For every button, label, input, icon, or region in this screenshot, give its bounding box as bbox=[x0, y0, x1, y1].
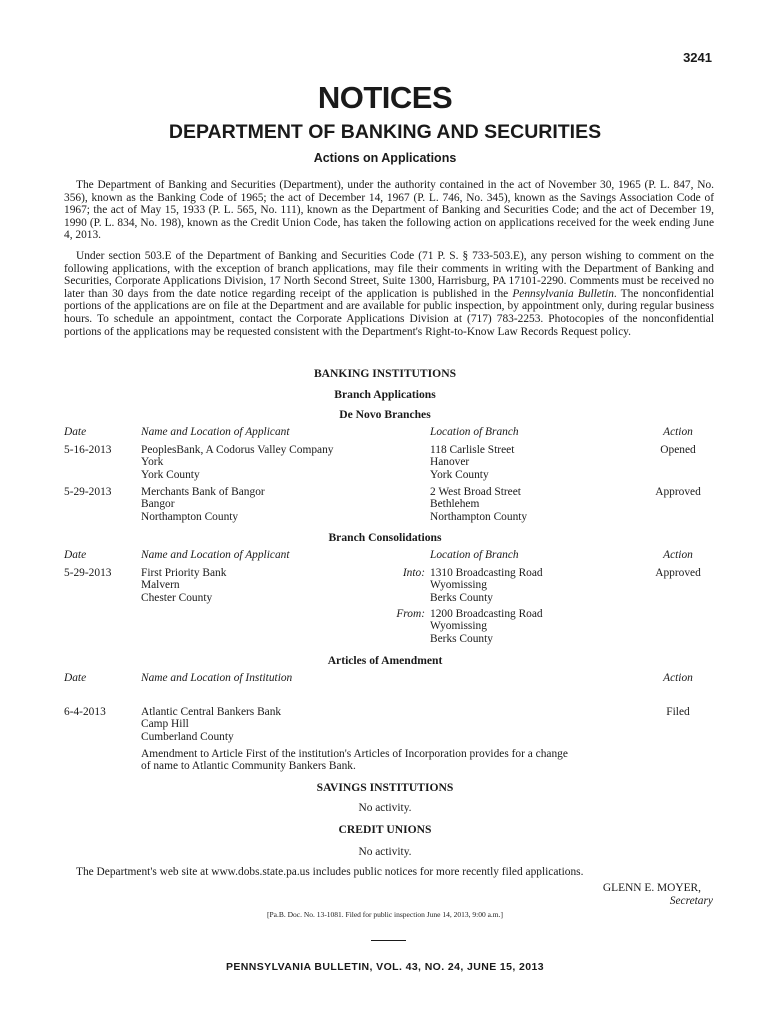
table-row-action: Filed bbox=[666, 706, 690, 718]
col-header-branch: Location of Branch bbox=[430, 549, 519, 561]
table-row-branch: 2 West Broad Street Bethlehem Northampton County bbox=[430, 486, 528, 523]
credit-unions-heading: CREDIT UNIONS bbox=[338, 823, 432, 836]
col-header-branch: Location of Branch bbox=[430, 426, 519, 438]
col-header-date: Date bbox=[64, 549, 87, 561]
col-header-name: Name and Location of Institution bbox=[141, 672, 293, 684]
document-reference: [Pa.B. Doc. No. 13-1081. Filed for public inspection June 14, 2013, 9:00 a.m.] bbox=[266, 910, 503, 919]
col-header-date: Date bbox=[64, 426, 87, 438]
table-row-branch: 118 Carlisle Street Hanover York County bbox=[430, 444, 515, 481]
col-header-action: Action bbox=[663, 672, 693, 684]
branch-consolidations-heading: Branch Consolidations bbox=[328, 531, 442, 544]
branch-applications-heading: Branch Applications bbox=[334, 388, 436, 401]
table-row-name: Merchants Bank of Bangor Bangor Northampton County bbox=[141, 486, 265, 523]
de-novo-heading: De Novo Branches bbox=[339, 408, 431, 421]
divider bbox=[371, 940, 406, 941]
from-branch: 1200 Broadcasting Road Wyomissing Berks County bbox=[430, 608, 543, 645]
signature-name: GLENN E. MOYER, bbox=[602, 882, 701, 894]
into-label: Into: bbox=[402, 567, 425, 579]
col-header-name: Name and Location of Applicant bbox=[141, 426, 290, 438]
website-note: The Department's web site at www.dobs.state.pa.us includes public notices for more recently filed applications. bbox=[76, 866, 584, 878]
table-row-action: Opened bbox=[660, 444, 696, 456]
col-header-action: Action bbox=[663, 426, 693, 438]
col-header-date: Date bbox=[64, 672, 87, 684]
signature-title: Secretary bbox=[669, 895, 713, 907]
table-row-date: 5-29-2013 bbox=[64, 567, 112, 579]
articles-of-amendment-heading: Articles of Amendment bbox=[327, 654, 443, 667]
table-row-name: PeoplesBank, A Codorus Valley Company York York County bbox=[141, 444, 334, 481]
col-header-action: Action bbox=[663, 549, 693, 561]
page-number: 3241 bbox=[683, 50, 712, 65]
page-title: NOTICES bbox=[317, 80, 453, 115]
table-row-date: 6-4-2013 bbox=[64, 706, 106, 718]
table-row-name: First Priority Bank Malvern Chester County bbox=[141, 567, 227, 604]
amendment-description: Amendment to Article First of the institution's Articles of Incorporation provides for a change of name to Atlantic Community Bankers Bank. bbox=[141, 748, 568, 773]
table-row-action: Approved bbox=[655, 486, 701, 498]
table-row-date: 5-16-2013 bbox=[64, 444, 112, 456]
savings-activity: No activity. bbox=[358, 802, 412, 814]
page-footer: PENNSYLVANIA BULLETIN, VOL. 43, NO. 24, JUNE 15, 2013 bbox=[225, 961, 544, 973]
from-label: From: bbox=[396, 608, 425, 620]
department-heading: DEPARTMENT OF BANKING AND SECURITIES bbox=[168, 121, 602, 143]
col-header-name: Name and Location of Applicant bbox=[141, 549, 290, 561]
banking-institutions-heading: BANKING INSTITUTIONS bbox=[313, 367, 457, 380]
section-subtitle: Actions on Applications bbox=[313, 151, 457, 165]
comment-paragraph: Under section 503.E of the Department of Banking and Securities Code (71 P. S. § 733-503.E), any person wishing to comment on the following applications, with the exception of branch applications, may file their comments in writing with the Department of Banking and Securities, Corporate Applications Division, 17 North Second Street, Suite 1300, Harrisburg, PA 17101-2290. Comments must be received no later than 30 days from the date notice regarding receipt of the application is published in the Pennsylvania Bulletin. The nonconfidential portions of the applications are on file at the Department and are available for public inspection, by appointment only, during regular business hours. To schedule an appointment, contact the Corporate Applications Division at (717) 783-2253. Photocopies of the nonconfidential portions of the applications may be requested consistent with the Department's Right-to-Know Law Records Request policy. bbox=[64, 250, 714, 338]
intro-paragraph: The Department of Banking and Securities (Department), under the authority contained in the act of November 30, 1965 (P. L. 847, No. 356), known as the Banking Code of 1965; the act of December 14, 1967 (P. L. 746, No. 345), known as the Savings Association Code of 1967; the act of May 15, 1933 (P. L. 565, No. 111), known as the Department of Banking and Securities Code; and the act of December 19, 1990 (P. L. 834, No. 198), known as the Credit Union Code, has taken the following action on applications received for the week ending June 4, 2013. bbox=[64, 179, 714, 242]
table-row-action: Approved bbox=[655, 567, 701, 579]
table-row-name: Atlantic Central Bankers Bank Camp Hill Cumberland County bbox=[141, 706, 282, 743]
table-row-date: 5-29-2013 bbox=[64, 486, 112, 498]
credit-unions-activity: No activity. bbox=[358, 846, 412, 858]
savings-institutions-heading: SAVINGS INSTITUTIONS bbox=[316, 781, 454, 794]
into-branch: 1310 Broadcasting Road Wyomissing Berks County bbox=[430, 567, 543, 604]
